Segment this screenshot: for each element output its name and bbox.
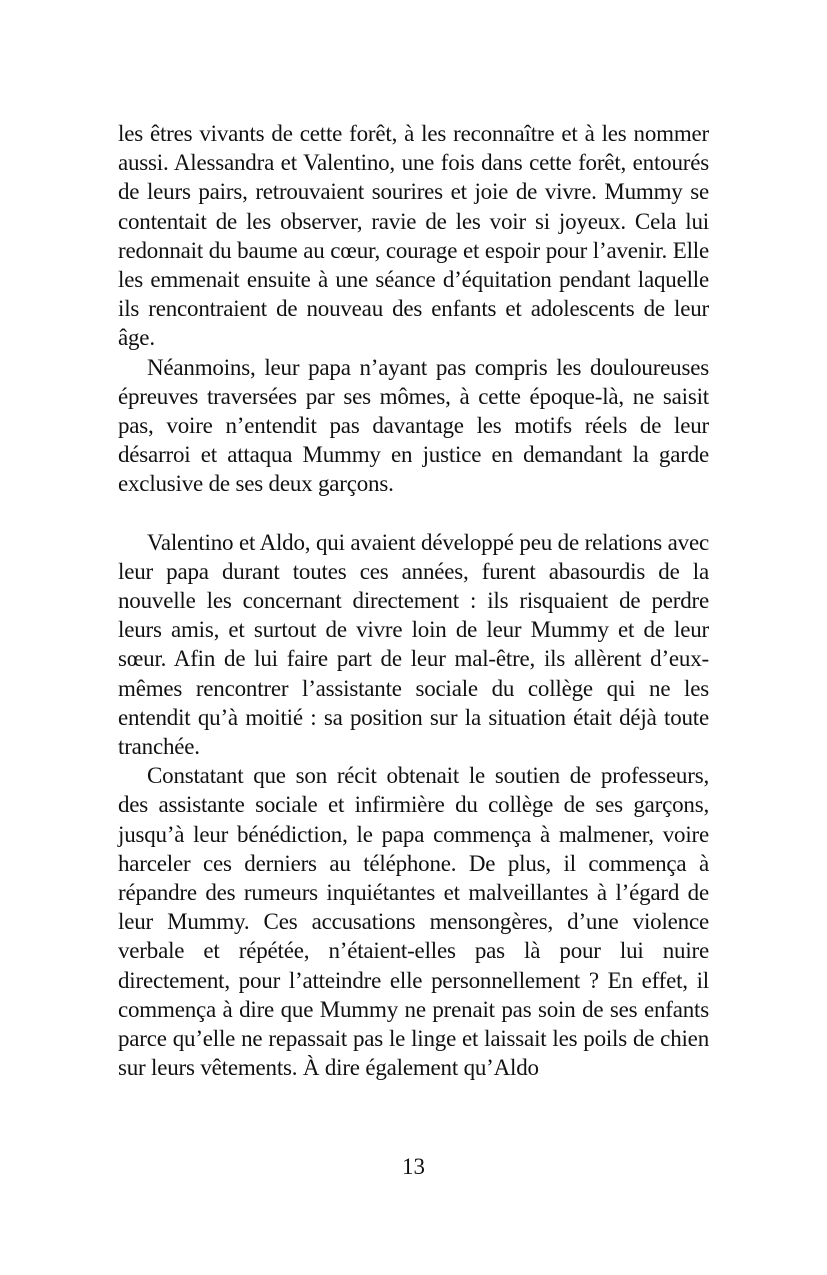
page-body bbox=[118, 119, 709, 1083]
paragraph-2: Néanmoins, leur papa n’ayant pas compris les douloureuses épreuves traversées par ses mômes, à cette époque-là, ne saisit pas, voire n’entendit pas davantage les motifs réels de leur désarroi et attaqua Mummy en justice en demandant la garde exclusive de ses deux garçons. bbox=[118, 354, 709, 497]
paragraph-4: Constatant que son récit obtenait le soutien de professeurs, des assistante sociale et infirmière du collège de ses garçons, jusqu’à leur bénédiction, le papa commença à malmener, voire harceler ces derniers au téléphone. De plus, il commença à répandre des rumeurs inquiétantes et malveillantes à l’égard de leur Mummy. Ces accusations mensongères, d’une violence verbale et répétée, n’étaient-elles pas là pour lui nuire directement, pour l’atteindre elle personnellement ? En effet, il commença à dire que Mummy ne prenait pas soin de ses enfants parce qu’elle ne repassait pas le linge et laissait les poils de chien sur leurs vêtements. À dire également qu’Aldo bbox=[118, 763, 709, 1081]
paragraph-3: Valentino et Aldo, qui avaient développé peu de relations avec leur papa durant toutes ces années, furent abasourdis de la nouvelle les concernant directement : ils risquaient de perdre leurs amis, et surtout de vivre loin de leur Mummy et de leur sœur. Afin de lui faire part de leur mal-être, ils allèrent d’eux-mêmes rencontrer l’assistante sociale du collège qui ne les entendit qu’à moitié : sa position sur la situation était déjà toute tranchée. bbox=[118, 529, 709, 760]
paragraph-1: les êtres vivants de cette forêt, à les reconnaître et à les nommer aussi. Alessandra et Valentino, une fois dans cette forêt, entourés de leurs pairs, retrouvaient sourires et joie de vivre. Mummy se contentait de les observer, ravie de les voir si joyeux. Cela lui redonnait du baume au cœur, courage et espoir pour l’avenir. Elle les emmenait ensuite à une séance d’équitation pendant laquelle ils rencontraient de nouveau des enfants et adolescents de leur âge. bbox=[118, 121, 709, 351]
page-number: 13 bbox=[402, 1154, 425, 1179]
section-gap bbox=[118, 499, 709, 528]
